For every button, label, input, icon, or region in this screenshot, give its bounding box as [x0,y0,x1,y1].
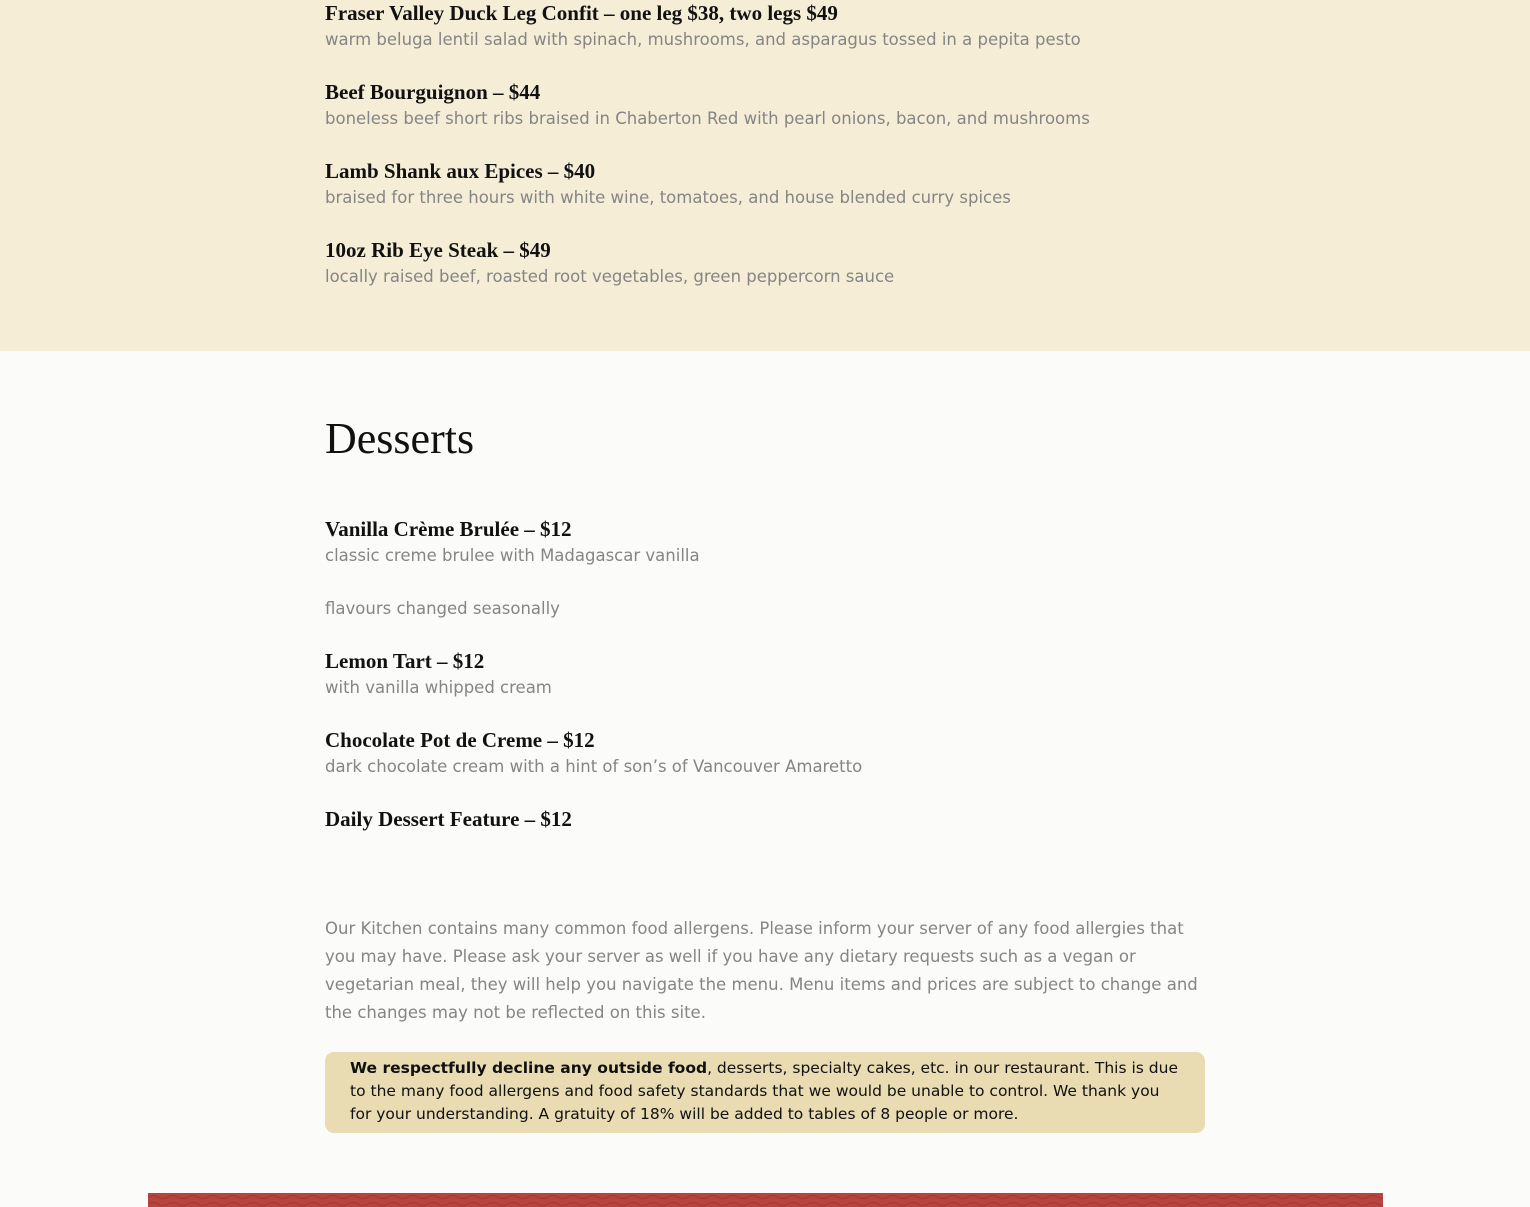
menu-item-note: flavours changed seasonally [325,599,560,618]
menu-item-title: Daily Dessert Feature – $12 [325,807,572,831]
allergen-notice: Our Kitchen contains many common food allergens. Please inform your server of any food allergies that you may have. Please ask your server as well if you have any dietary requests such as a vegan or vegetarian meal, they will help you navigate the menu. Menu items and prices are subject to change and the changes may not be reflected on this site. [325,919,1198,1022]
mains-section [0,0,1530,351]
menu-item-description: with vanilla whipped cream [325,678,552,697]
outside-food-notice [325,1052,1205,1133]
menu-item-description: dark chocolate cream with a hint of son’s of Vancouver Amaretto [325,757,863,776]
outside-food-notice-bold: We respectfully decline any outside food [350,1059,708,1077]
menu-item-title: 10oz Rib Eye Steak – $49 [325,238,551,262]
menu-item-description: warm beluga lentil salad with spinach, mushrooms, and asparagus tossed in a pepita pesto [325,30,1081,49]
menu-item-title: Lamb Shank aux Epices – $40 [325,159,596,183]
menu-item-description: boneless beef short ribs braised in Chaberton Red with pearl onions, bacon, and mushrooms [325,109,1090,128]
menu-item-title: Chocolate Pot de Creme – $12 [325,728,595,752]
outside-food-notice-text: , desserts, specialty cakes, etc. in our restaurant. This is due to the many food allergens and food safety standards that we would be unable to control. We thank you for your understanding. A gratuity of 18% will be added to tables of 8 people or more. [350,1059,1178,1123]
menu-item-title: Fraser Valley Duck Leg Confit – one leg $38, two legs $49 [325,1,838,25]
menu-item-title: Vanilla Crème Brulée – $12 [325,517,572,541]
menu-item-title: Lemon Tart – $12 [325,649,485,673]
menu-item-description: classic creme brulee with Madagascar vanilla [325,546,700,565]
wave-pattern-icon [148,1193,1383,1207]
desserts-heading: Desserts [325,414,475,463]
footer-decorative-band [148,1193,1383,1207]
menu-item-description: braised for three hours with white wine, tomatoes, and house blended curry spices [325,188,1011,207]
menu-item-title: Beef Bourguignon – $44 [325,80,541,104]
menu-item-description: locally raised beef, roasted root vegetables, green peppercorn sauce [325,267,895,286]
